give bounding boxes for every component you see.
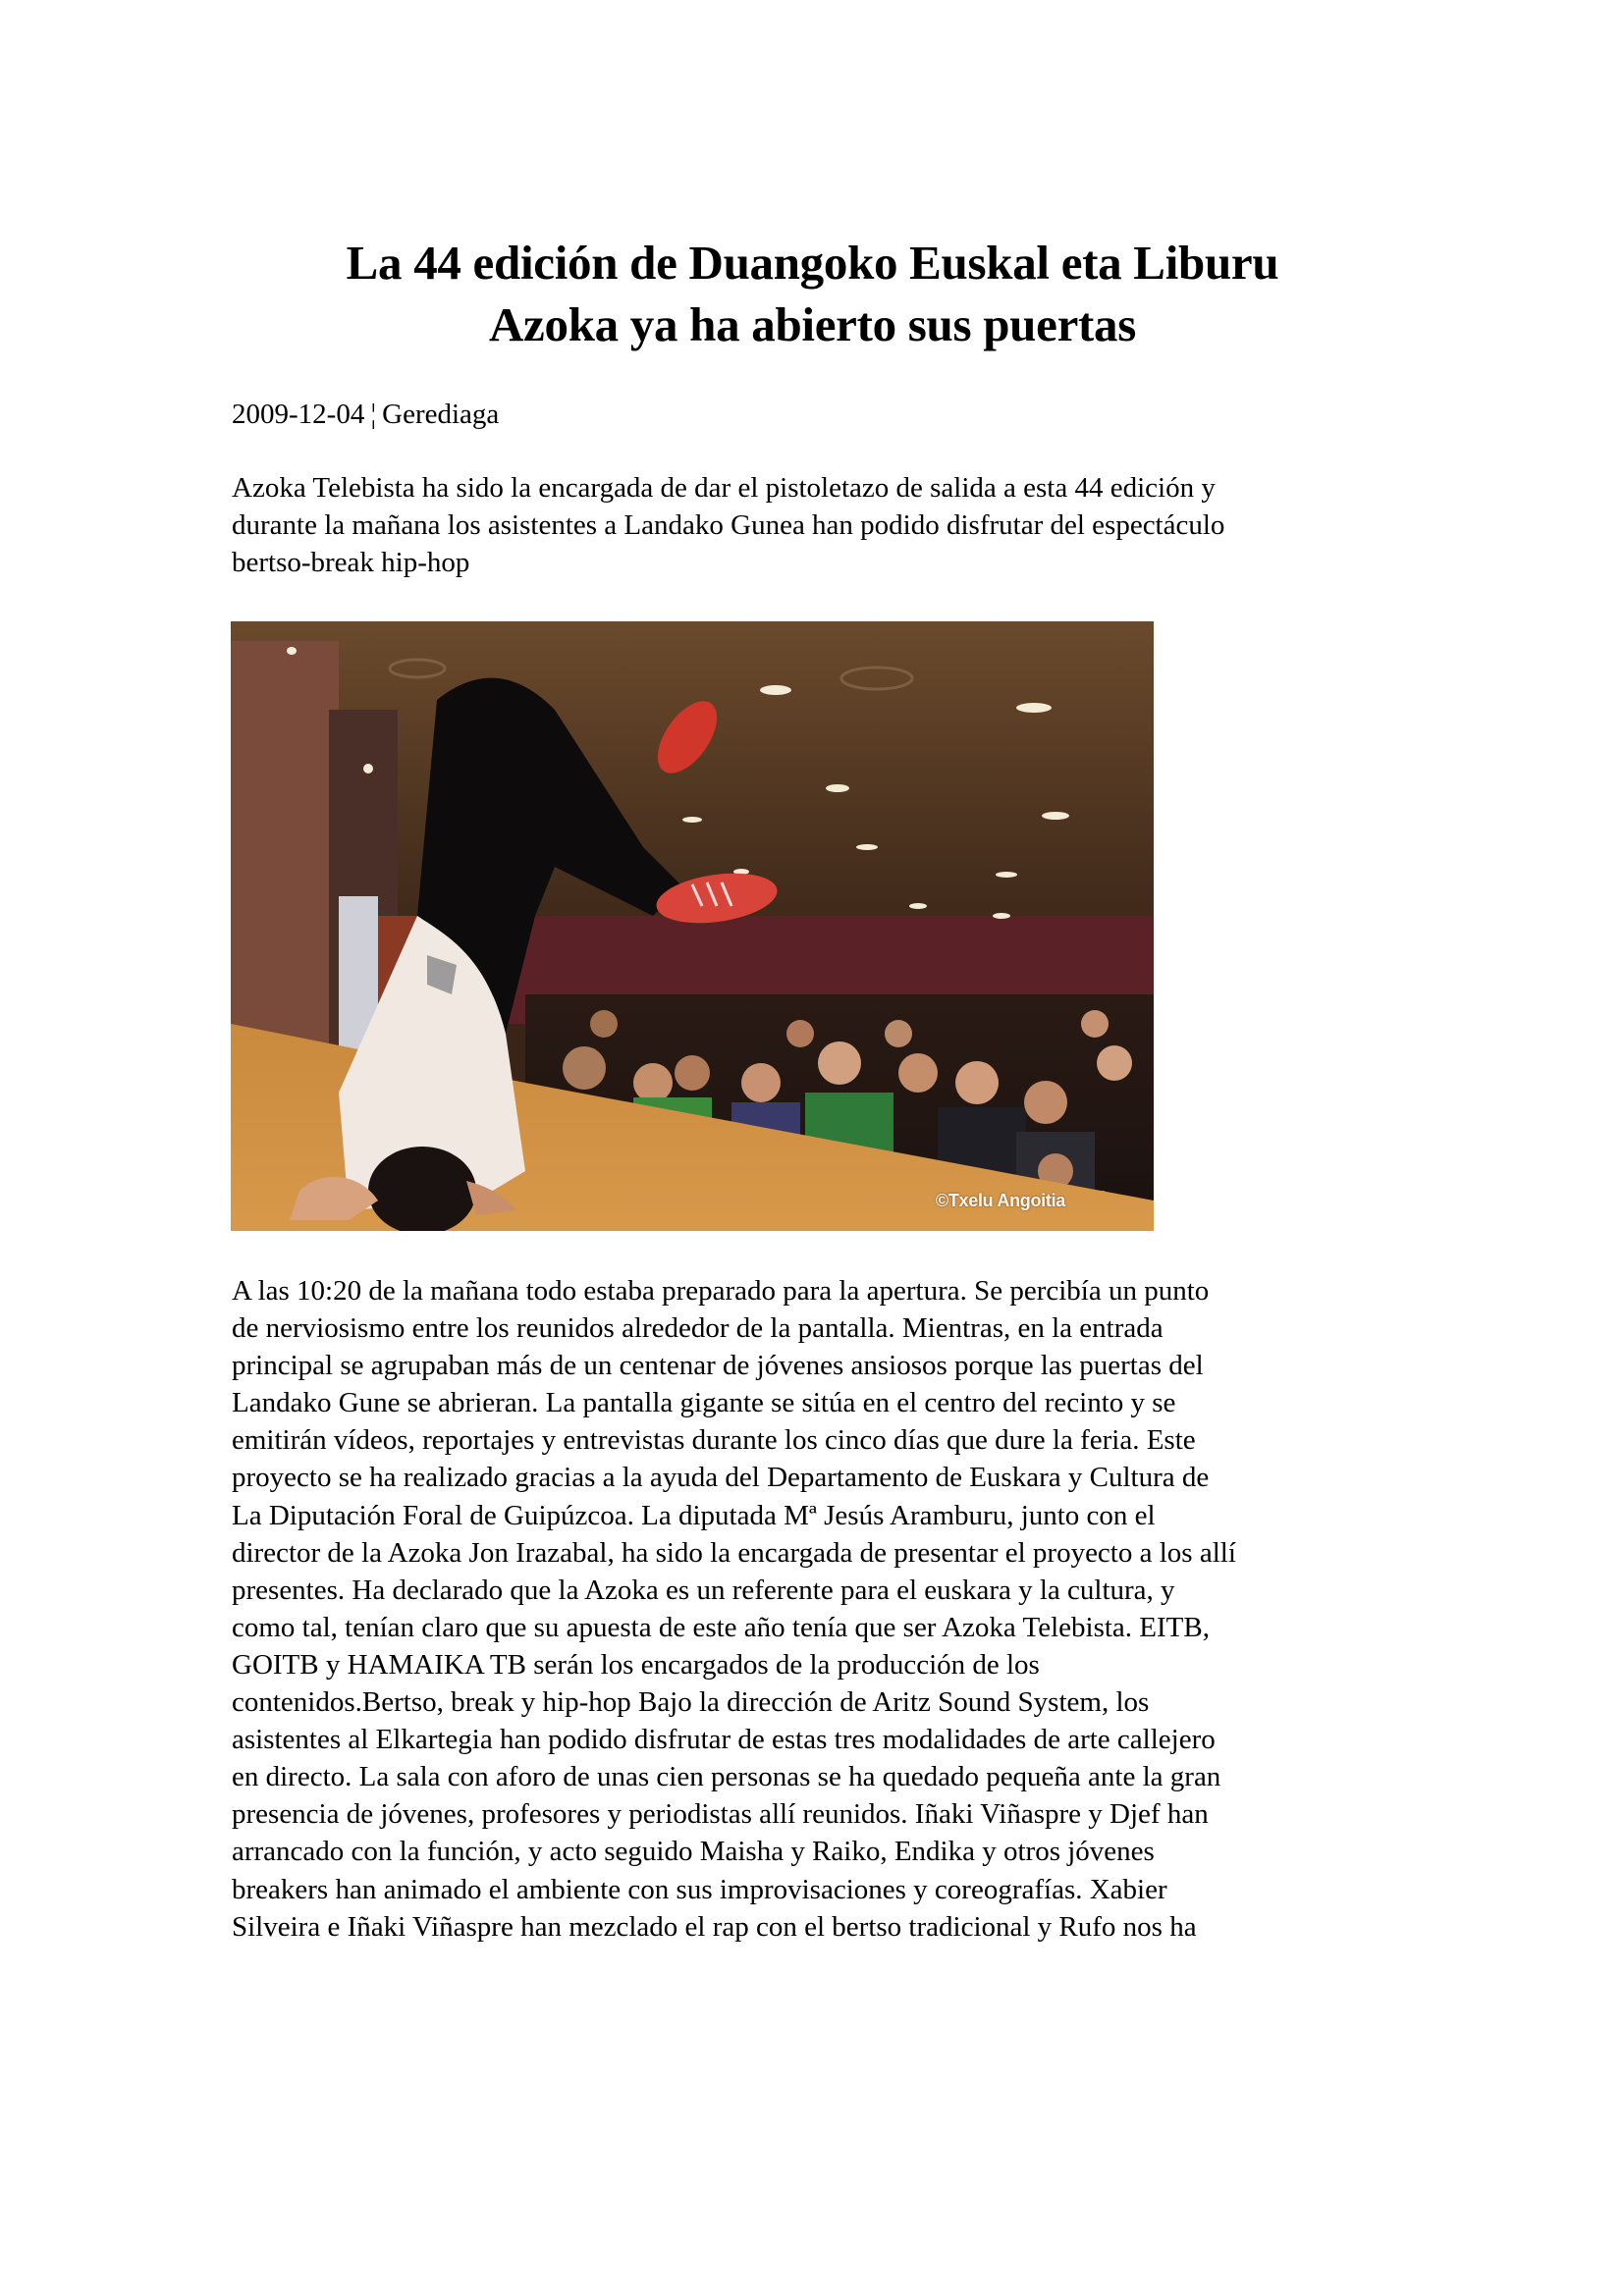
title-line-2: Azoka ya ha abierto sus puertas xyxy=(488,297,1137,351)
title-line-1: La 44 edición de Duangoko Euskal eta Liburu xyxy=(346,236,1279,290)
body-line: Landako Gune se abrieran. La pantalla gigante se sitúa en el centro del recinto y se xyxy=(232,1387,1176,1419)
lead-line: durante la mañana los asistentes a Landako Gunea han podido disfrutar del espectáculo xyxy=(232,509,1225,541)
body-paragraph xyxy=(232,1272,1400,1946)
article-photo xyxy=(231,621,1154,1231)
body-line: breakers han animado el ambiente con sus improvisaciones y coreografías. Xabier xyxy=(232,1873,1167,1905)
body-line: Silveira e Iñaki Viñaspre han mezclado el rap con el bertso tradicional y Rufo nos ha xyxy=(232,1910,1197,1943)
body-line: presencia de jóvenes, profesores y periodistas allí reunidos. Iñaki Viñaspre y Djef han xyxy=(232,1798,1209,1831)
lead-line: bertso-break hip-hop xyxy=(232,547,470,578)
body-line: director de la Azoka Jon Irazabal, ha sido la encargada de presentar el proyecto a los allí xyxy=(232,1536,1236,1569)
lead-line: Azoka Telebista ha sido la encargada de dar el pistoletazo de salida a esta 44 edición y xyxy=(232,472,1216,504)
body-line: proyecto se ha realizado gracias a la ayuda del Departamento de Euskara y Cultura de xyxy=(232,1462,1210,1494)
body-line: arrancado con la función, y acto seguido Maisha y Raiko, Endika y otros jóvenes xyxy=(232,1836,1155,1868)
lead-paragraph xyxy=(232,469,1390,581)
body-line: La Diputación Foral de Guipúzcoa. La diputada Mª Jesús Aramburu, junto con el xyxy=(232,1499,1156,1531)
photo-credit: ©Txelu Angoitia xyxy=(935,1191,1065,1210)
byline-separator: ¦ xyxy=(370,399,377,430)
body-line: A las 10:20 de la mañana todo estaba preparado para la apertura. Se percibía un punto xyxy=(232,1275,1210,1307)
body-line: de nerviosismo entre los reunidos alrededor de la pantalla. Mientras, en la entrada xyxy=(232,1312,1164,1345)
article-title xyxy=(231,232,1394,355)
body-line: emitirán vídeos, reportajes y entrevistas durante los cinco días que dure la feria. Este xyxy=(232,1424,1196,1457)
body-line: asistentes al Elkartegia han podido disfrutar de estas tres modalidades de arte callejero xyxy=(232,1724,1216,1756)
byline xyxy=(232,397,499,432)
body-line: presentes. Ha declarado que la Azoka es un referente para el euskara y la cultura, y xyxy=(232,1574,1175,1606)
body-line: principal se agrupaban más de un centenar de jóvenes ansiosos porque las puertas del xyxy=(232,1350,1204,1382)
body-line: GOITB y HAMAIKA TB serán los encargados de la producción de los xyxy=(232,1648,1040,1681)
breakdancer-photo-illustration xyxy=(231,621,1154,1231)
article-source: Gerediaga xyxy=(382,399,500,430)
article-date: 2009-12-04 xyxy=(232,399,365,430)
body-line: en directo. La sala con aforo de unas cien personas se ha quedado pequeña ante la gran xyxy=(232,1761,1221,1793)
body-line: como tal, tenían claro que su apuesta de este año tenía que ser Azoka Telebista. EITB, xyxy=(232,1611,1210,1643)
body-line: contenidos.Bertso, break y hip-hop Bajo la dirección de Aritz Sound System, los xyxy=(232,1686,1150,1719)
